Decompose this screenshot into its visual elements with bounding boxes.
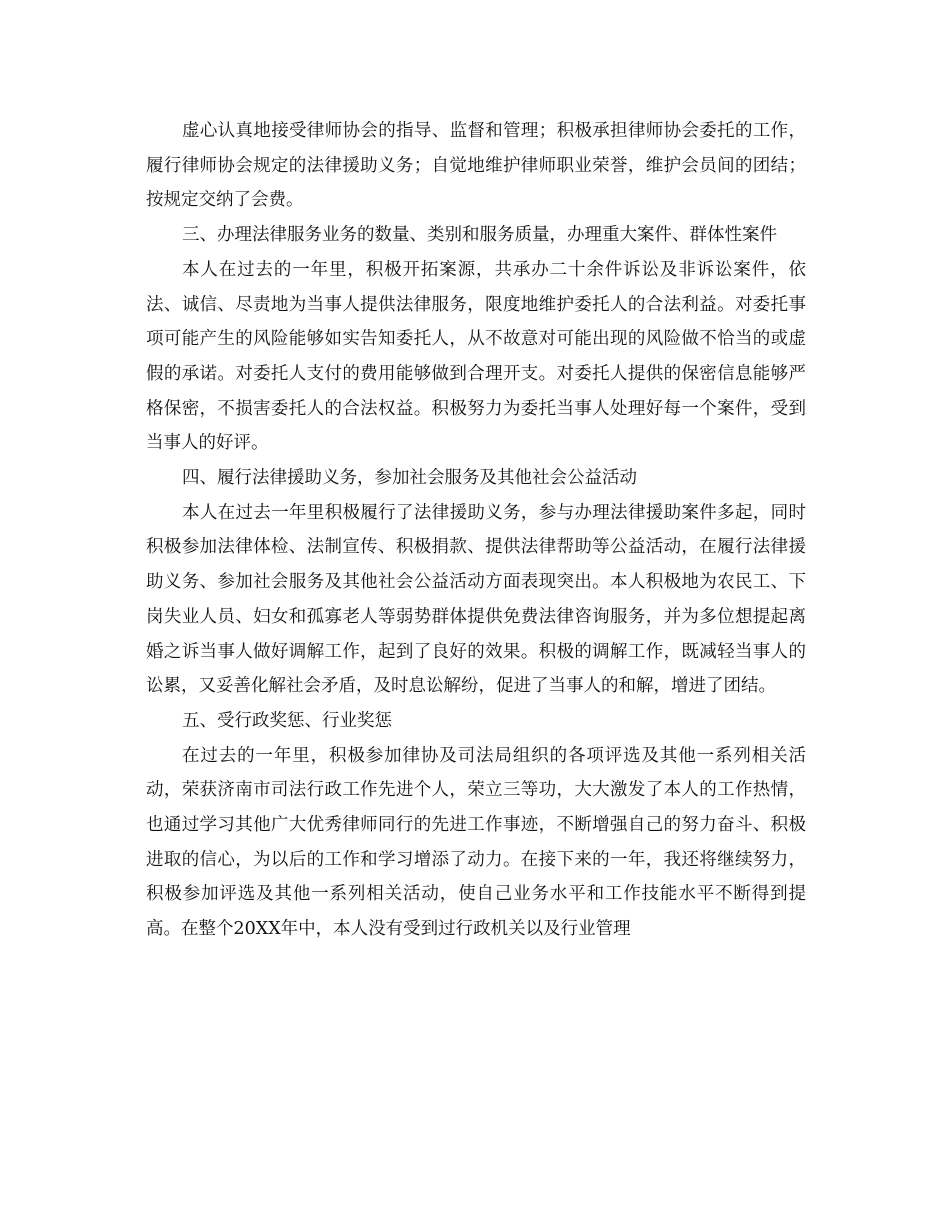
section-heading-3: 三、办理法律服务业务的数量、类别和服务质量，办理重大案件、群体性案件 <box>182 225 777 246</box>
section-heading-5: 五、受行政奖惩、行业奖惩 <box>182 710 392 731</box>
document-body <box>146 114 806 947</box>
paragraph-legal-aid: 本人在过去一年里积极履行了法律援助义务，参与办理法律援助案件多起，同时积极参加法律体检、法制宣传、积极捐款、提供法律帮助等公益活动，在履行法律援助义务、参加社会服务及其他社会公益活动方面表现突出。本人积极地为农民工、下岗失业人员、妇女和孤寡老人等弱势群体提供免费法律咨询服务，并为多位想提起离婚之诉当事人做好调解工作，起到了良好的效果。积极的调解工作，既减轻当事人的讼累，又妥善化解社会矛盾，及时息讼解纷，促进了当事人的和解，增进了团结。 <box>146 502 806 697</box>
section-heading-4: 四、履行法律援助义务，参加社会服务及其他社会公益活动 <box>182 468 637 489</box>
paragraph-awards: 在过去的一年里，积极参加律协及司法局组织的各项评选及其他一系列相关活动，荣获济南市司法行政工作先进个人，荣立三等功，大大激发了本人的工作热情，也通过学习其他广大优秀律师同行的先进工作事迹，不断增强自己的努力奋斗、积极进取的信心，为以后的工作和学习增添了动力。在接下来的一年，我还将继续努力，积极参加评选及其他一系列相关活动，使自己业务水平和工作技能水平不断得到提高。在整个20XX年中，本人没有受到过行政机关以及行业管理 <box>146 745 806 940</box>
paragraph-legal-services: 本人在过去的一年里，积极开拓案源，共承办二十余件诉讼及非诉讼案件，依法、诚信、尽责地为当事人提供法律服务，限度地维护委托人的合法利益。对委托事项可能产生的风险能够如实告知委托人，从不故意对可能出现的风险做不恰当的或虚假的承诺。对委托人支付的费用能够做到合理开支。对委托人提供的保密信息能够严格保密，不损害委托人的合法权益。积极努力为委托当事人处理好每一个案件，受到当事人的好评。 <box>146 259 806 454</box>
paragraph-bar-association: 虚心认真地接受律师协会的指导、监督和管理；积极承担律师协会委托的工作，履行律师协会规定的法律援助义务；自觉地维护律师职业荣誉，维护会员间的团结；按规定交纳了会费。 <box>146 121 806 211</box>
